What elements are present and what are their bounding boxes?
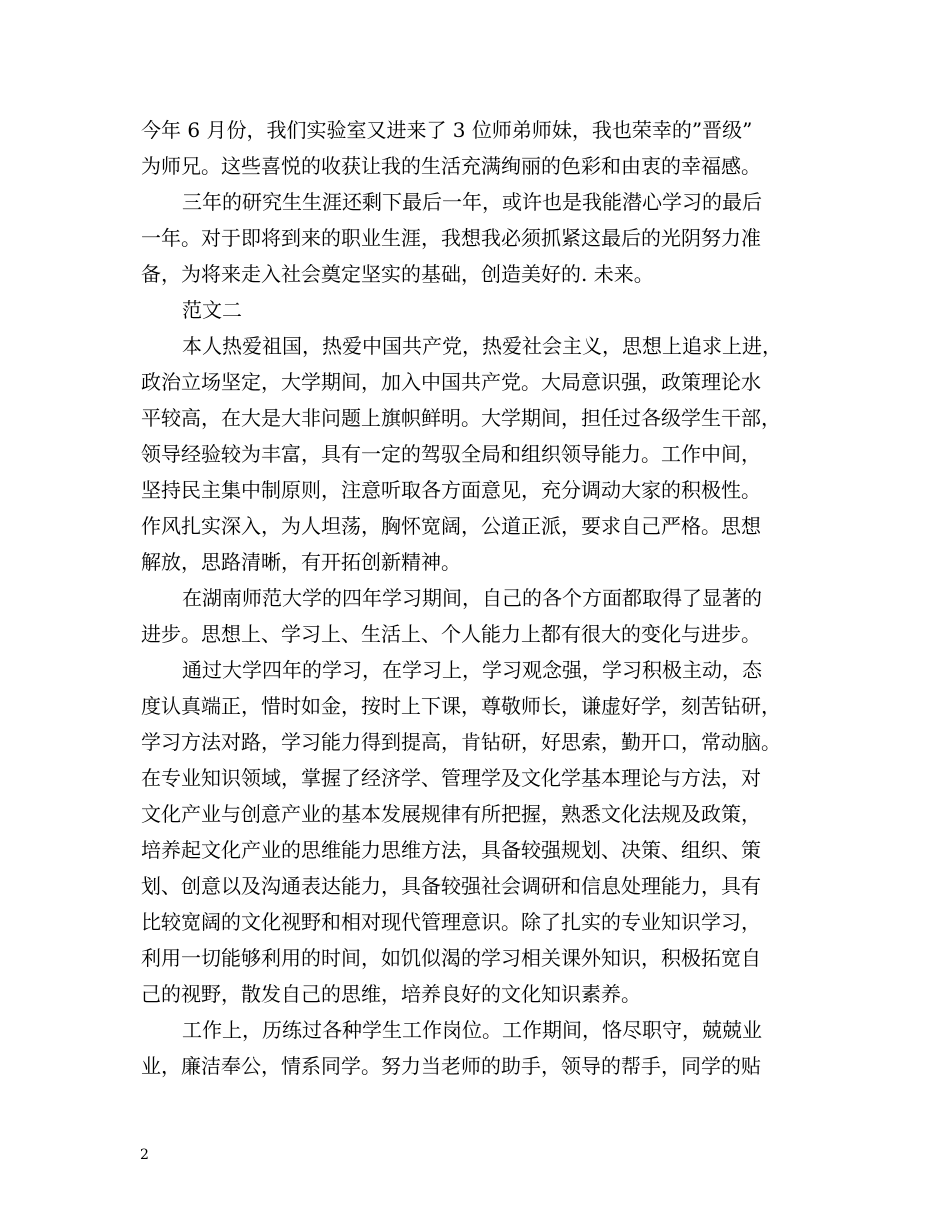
text-line: 业，廉洁奉公，情系同学。努力当老师的助手，领导的帮手，同学的贴 xyxy=(141,1054,761,1078)
text-line: 今年 6 月份，我们实验室又进来了 3 位师弟师妹，我也荣幸的”晋级” xyxy=(141,118,753,142)
body-text xyxy=(141,112,831,1084)
text-line: 领导经验较为丰富，具有一定的驾驭全局和组织领导能力。工作中间， xyxy=(141,442,761,466)
paragraph-start-line: 通过大学四年的学习，在学习上，学习观念强，学习积极主动，态 xyxy=(182,658,762,682)
paragraph-start-line: 本人热爱祖国，热爱中国共产党，热爱社会主义，思想上追求上进， xyxy=(182,334,782,358)
text-line: 政治立场坚定，大学期间，加入中国共产党。大局意识强，政策理论水 xyxy=(141,370,761,394)
text-line: 备，为将来走入社会奠定坚实的基础，创造美好的. 未来。 xyxy=(141,262,654,286)
paragraph-start-line: 工作上，历练过各种学生工作岗位。工作期间，恪尽职守，兢兢业 xyxy=(182,1018,762,1042)
page-number: 2 xyxy=(140,1147,149,1163)
text-line: 文化产业与创意产业的基本发展规律有所把握，熟悉文化法规及政策， xyxy=(141,802,761,826)
text-line: 利用一切能够利用的时间，如饥似渴的学习相关课外知识，积极拓宽自 xyxy=(141,946,761,970)
text-line: 解放，思路清晰，有开拓创新精神。 xyxy=(141,550,461,574)
section-heading: 范文二 xyxy=(182,298,242,322)
text-line: 坚持民主集中制原则，注意听取各方面意见，充分调动大家的积极性。 xyxy=(141,478,761,502)
paragraph-start-line: 在湖南师范大学的四年学习期间，自己的各个方面都取得了显著的 xyxy=(182,586,762,610)
text-line: 比较宽阔的文化视野和相对现代管理意识。除了扎实的专业知识学习， xyxy=(141,910,761,934)
text-line: 学习方法对路，学习能力得到提高，肯钻研，好思索，勤开口，常动脑。 xyxy=(141,730,781,754)
text-line: 平较高，在大是大非问题上旗帜鲜明。大学期间，担任过各级学生干部， xyxy=(141,406,781,430)
text-line: 度认真端正，惜时如金，按时上下课，尊敬师长，谦虚好学，刻苦钻研， xyxy=(141,694,781,718)
text-line: 一年。对于即将到来的职业生涯，我想我必须抓紧这最后的光阴努力准 xyxy=(141,226,761,250)
text-line: 己的视野，散发自己的思维，培养良好的文化知识素养。 xyxy=(141,982,641,1006)
text-line: 作风扎实深入，为人坦荡，胸怀宽阔，公道正派，要求自己严格。思想 xyxy=(141,514,761,538)
text-line: 培养起文化产业的思维能力思维方法，具备较强规划、决策、组织、策 xyxy=(141,838,761,862)
text-line: 进步。思想上、学习上、生活上、个人能力上都有很大的变化与进步。 xyxy=(141,622,761,646)
text-line: 在专业知识领域，掌握了经济学、管理学及文化学基本理论与方法，对 xyxy=(141,766,761,790)
text-line: 为师兄。这些喜悦的收获让我的生活充满绚丽的色彩和由衷的幸福感。 xyxy=(141,154,761,178)
text-line: 划、创意以及沟通表达能力，具备较强社会调研和信息处理能力，具有 xyxy=(141,874,761,898)
paragraph-start-line: 三年的研究生生涯还剩下最后一年，或许也是我能潜心学习的最后 xyxy=(182,190,762,214)
